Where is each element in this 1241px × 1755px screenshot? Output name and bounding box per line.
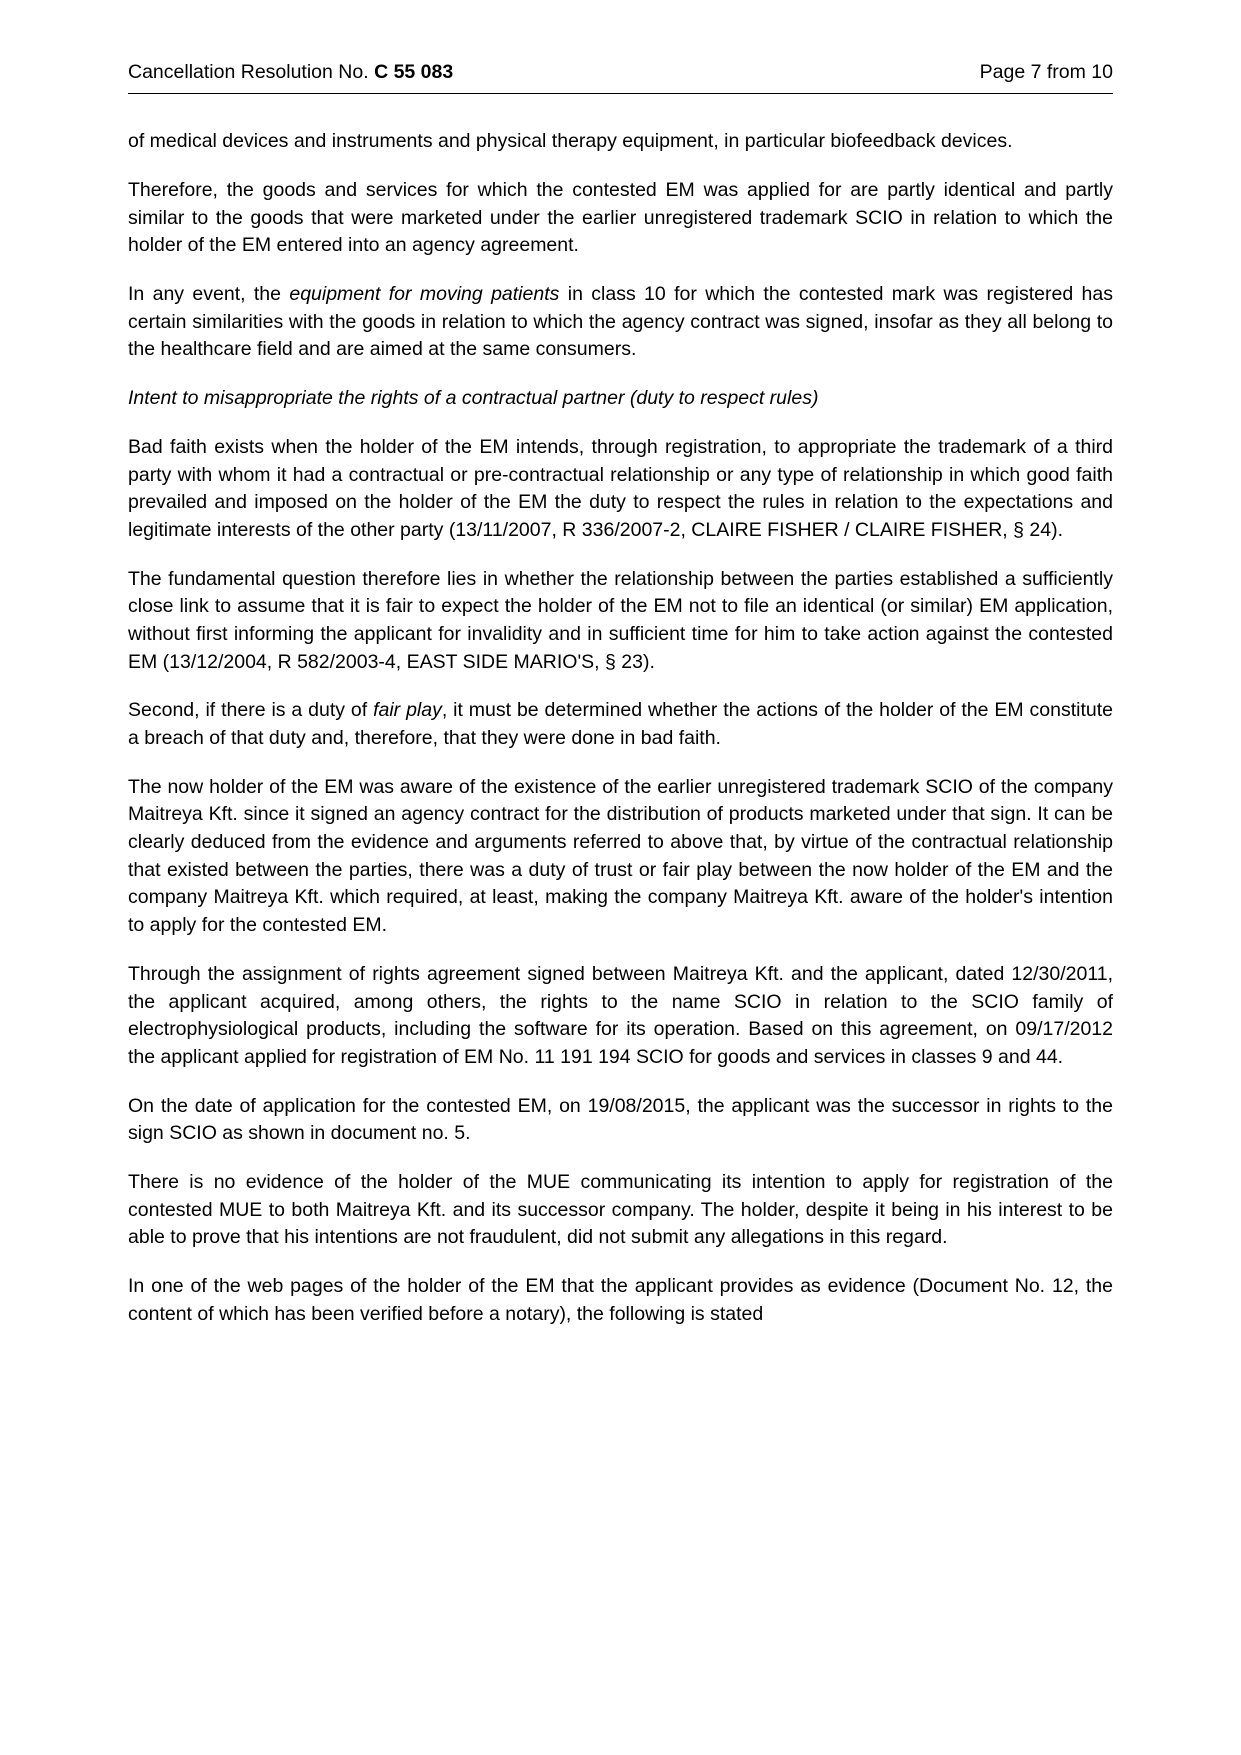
paragraph-3	[128, 281, 1113, 364]
header-page-number: Page 7 from 10	[979, 61, 1113, 83]
page-header	[128, 60, 1113, 94]
document-body	[128, 94, 1113, 1328]
paragraph-1: of medical devices and instruments and physical therapy equipment, in particular biofeedback devices.	[128, 130, 1013, 153]
header-document-number: C 55 083	[374, 61, 454, 83]
paragraph-7	[128, 697, 1113, 752]
paragraph-8: The now holder of the EM was aware of the existence of the earlier unregistered trademark SCIO of the company Maitreya Kft. since it signed an agency contract for the distribution of products marketed under that sign. It can be clearly deduced from the evidence and arguments referred to above that, by virtue of the contractual relationship that existed between the parties, there was a duty of trust or fair play between the now holder of the EM and the company Maitreya Kft. which required, at least, making the company Maitreya Kft. aware of the holder's intention to apply for the contested EM.	[128, 775, 1113, 937]
header-document-reference	[128, 60, 453, 85]
paragraph-7-part-2: , it must be determined whether the actions of the holder of the EM constitute a breach of that duty and, therefore, that they were done in bad faith.	[128, 699, 1113, 750]
header-label: Cancellation Resolution No.	[128, 61, 375, 83]
paragraph-10: On the date of application for the contested EM, on 19/08/2015, the applicant was the successor in rights to the sign SCIO as shown in document no. 5.	[128, 1094, 1113, 1145]
paragraph-7-emphasis: fair play	[373, 699, 442, 722]
paragraph-2: Therefore, the goods and services for which the contested EM was applied for are partly identical and partly similar to the goods that were marketed under the earlier unregistered trademark SCIO in relation to which the holder of the EM entered into an agency agreement.	[128, 179, 1113, 257]
section-subheading: Intent to misappropriate the rights of a contractual partner (duty to respect rules)	[128, 387, 819, 410]
paragraph-3-part-1: In any event, the	[128, 283, 290, 306]
paragraph-7-part-1: Second, if there is a duty of	[128, 699, 374, 722]
paragraph-12: In one of the web pages of the holder of the EM that the applicant provides as evidence (Document No. 12, the content of which has been verified before a notary), the following is stated	[128, 1275, 1113, 1325]
paragraph-6: The fundamental question therefore lies in whether the relationship between the parties established a sufficiently close link to assume that it is fair to expect the holder of the EM not to file an identical (or similar) EM application, without first informing the applicant for invalidity and in sufficient time for him to take action against the contested EM (13/12/2004, R 582/2003-4, EAST SIDE MARIO'S, § 23).	[128, 567, 1113, 673]
paragraph-11: There is no evidence of the holder of the MUE communicating its intention to apply for registration of the contested MUE to both Maitreya Kft. and its successor company. The holder, despite it being in his interest to be able to prove that his intentions are not fraudulent, did not submit any allegations in this regard.	[128, 1170, 1113, 1249]
paragraph-3-emphasis: equipment for moving patients	[289, 283, 560, 306]
paragraph-5: Bad faith exists when the holder of the EM intends, through registration, to appropriate the trademark of a third party with whom it had a contractual or pre-contractual relationship or any type of relationship in which good faith prevailed and imposed on the holder of the EM the duty to respect the rules in relation to the expectations and legitimate interests of the other party (13/11/2007, R 336/2007-2, CLAIRE FISHER / CLAIRE FISHER, § 24).	[128, 435, 1113, 541]
paragraph-3-part-2: in class 10 for which the contested mark was registered has certain similarities with the goods in relation to which the agency contract was signed, insofar as they all belong to the healthcare field and are aimed at the same consumers.	[128, 283, 1113, 361]
paragraph-9: Through the assignment of rights agreement signed between Maitreya Kft. and the applicant, dated 12/30/2011, the applicant acquired, among others, the rights to the name SCIO in relation to the SCIO family of electrophysiological products, including the software for its operation. Based on this agreement, on 09/17/2012 the applicant applied for registration of EM No. 11 191 194 SCIO for goods and services in classes 9 and 44.	[128, 962, 1113, 1068]
